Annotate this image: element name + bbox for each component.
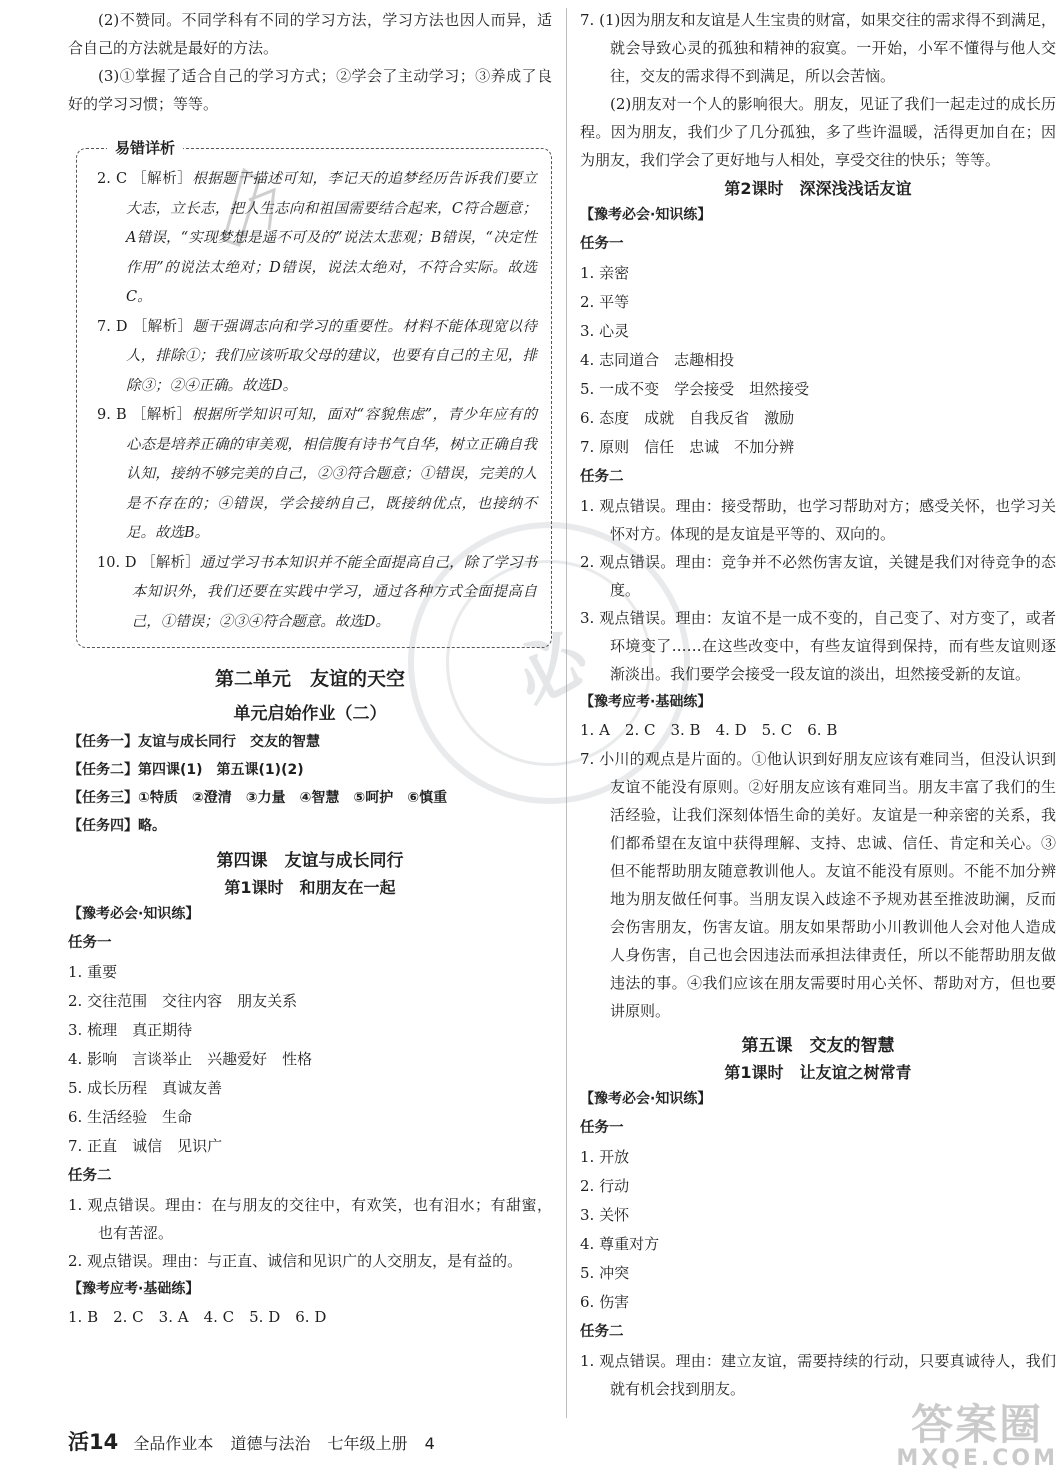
left-column [68, 6, 552, 1332]
book-name: 全品作业本 [133, 1434, 214, 1453]
task-heading: 任务一 [580, 1120, 624, 1136]
list-item: 3. 心灵 [580, 322, 630, 340]
unit-title: 第二单元 友谊的天空 [214, 668, 405, 690]
lesson-title: 第五课 交友的智慧 [741, 1036, 895, 1056]
analysis-lead: 2. C ［解析］ [97, 171, 193, 187]
list-item: 2. 行动 [580, 1177, 630, 1195]
list-item: 2. 交往范围 交往内容 朋友关系 [68, 992, 298, 1010]
task-heading: 任务一 [580, 236, 624, 252]
site-watermark [896, 1392, 1058, 1471]
unit-task: 【任务一】友谊与成长同行 交友的智慧 [68, 734, 320, 750]
error-analysis-box [76, 139, 552, 648]
analysis-lead: 10. D ［解析］ [97, 554, 200, 571]
list-item: 3. 观点错误。理由：友谊不是一成不变的，自己变了、对方变了，或者环境变了……在这些改变中，有些友谊得到保持，而有些友谊则逐渐淡出。我们要学会接受一段友谊的淡出，坦然接受新的友谊。 [580, 609, 1056, 683]
analysis-text: 通过学习书本知识并不能全面提高自己，除了学习书本知识外，我们还要在实践中学习，通过各种方式全面提高自己，①错误；②③④符合题意。故选D。 [131, 554, 537, 630]
unit-homework-title: 单元启始作业（二） [233, 704, 387, 724]
mc-answers: 1. B 2. C 3. A 4. C 5. D 6. D [68, 1308, 327, 1326]
list-item: 5. 成长历程 真诚友善 [68, 1079, 223, 1097]
list-item: 7. 原则 信任 忠诚 不加分辨 [580, 438, 795, 456]
analysis-item [97, 313, 537, 402]
task-heading: 任务二 [580, 1324, 624, 1340]
list-item: 4. 志同道合 志趣相投 [580, 351, 735, 369]
section-tag: 【豫考必会·知识练】 [68, 906, 200, 922]
watermark-text: 答案圈 [911, 1400, 1044, 1449]
list-item: 6. 态度 成就 自我反省 激励 [580, 409, 795, 427]
list-item: 1. 观点错误。理由：建立友谊，需要持续的行动，只要真诚待人，我们就有机会找到朋友。 [580, 1352, 1056, 1398]
answer-line: (3)①掌握了适合自己的学习方式；②学会了主动学习；③养成了良好的学习习惯；等等。 [68, 67, 552, 113]
answer-paragraph: 7. (1)因为朋友和友谊是人生宝贵的财富，如果交往的需求得不到满足，就会导致心灵的孤独和精神的寂寞。一开始，小军不懂得与他人交往，交友的需求得不到满足，所以会苦恼。 [580, 11, 1056, 85]
page-label: 活14 [68, 1430, 119, 1454]
box-title: 易错详析 [107, 137, 183, 158]
list-item: 3. 梳理 真正期待 [68, 1021, 193, 1039]
subject-name: 道德与法治 [230, 1434, 311, 1453]
right-column [580, 6, 1056, 1403]
answer-line: (2)不赞同。不同学科有不同的学习方法，学习方法也因人而异，适合自己的方法就是最好的方法。 [68, 11, 552, 57]
analysis-item [97, 401, 537, 549]
section-tag: 【豫考必会·知识练】 [580, 207, 712, 223]
analysis-item [97, 549, 537, 638]
list-item: 5. 冲突 [580, 1264, 630, 1282]
list-item: 1. 观点错误。理由：接受帮助，也学习帮助对方；感受关怀，也学习关怀对方。体现的是友谊是平等的、双向的。 [580, 497, 1056, 543]
list-item: 4. 影响 言谈举止 兴趣爱好 性格 [68, 1050, 313, 1068]
analysis-text: 根据题干描述可知，李记天的追梦经历告诉我们要立大志，立长志，把人生志向和祖国需要结合起来，C符合题意；A错误，“实现梦想是遥不可及的”说法太悲观；B错误，“决定性作用”的说法太绝对；D错误，说法太绝对，不符合实际。故选C。 [126, 171, 538, 305]
answer-paragraph: 7. 小川的观点是片面的。①他认识到好朋友应该有难同当，但没认识到友谊不能没有原则。②好朋友应该有难同当。朋友丰富了我们的生活经验，让我们深刻体悟生命的美好。友谊是一种亲密的关系，我们都希望在友谊中获得理解、支持、忠诚、信任、肯定和关心。③但不能帮助朋友随意教训他人。友谊不能没有原则。不能不加分辨地为朋友做任何事。当朋友误入歧途不予规劝甚至推波助澜，反而会伤害朋友，伤害友谊。朋友如果帮助小川教训他人会对他人造成人身伤害，自己也会因违法而承担法律责任，所以不能帮助朋友做违法的事。④我们应该在朋友需要时用心关怀、帮助对方，但也要讲原则。 [580, 750, 1056, 1020]
period-title: 第2课时 深深浅浅话友谊 [724, 179, 912, 198]
list-item: 1. 亲密 [580, 264, 630, 282]
list-item: 2. 观点错误。理由：竞争并不必然伤害友谊，关键是我们对待竞争的态度。 [580, 553, 1056, 599]
list-item: 7. 正直 诚信 见识广 [68, 1137, 223, 1155]
list-item: 6. 生活经验 生命 [68, 1108, 193, 1126]
analysis-item [97, 165, 537, 313]
list-item: 1. 重要 [68, 963, 118, 981]
period-title: 第1课时 让友谊之树常青 [724, 1063, 912, 1082]
task-heading: 任务一 [68, 935, 112, 951]
list-item: 2. 观点错误。理由：与正直、诚信和见识广的人交朋友，是有益的。 [68, 1252, 523, 1270]
answer-paragraph: (2)朋友对一个人的影响很大。朋友，见证了我们一起走过的成长历程。因为朋友，我们少了几分孤独，多了些许温暖，活得更加自在；因为朋友，我们学会了更好地与人相处，享受交往的快乐；等等。 [580, 95, 1056, 169]
unit-task: 【任务四】略。 [68, 818, 166, 834]
list-item: 1. 开放 [580, 1148, 630, 1166]
list-item: 4. 尊重对方 [580, 1235, 660, 1253]
mc-answers: 1. A 2. C 3. B 4. D 5. C 6. B [580, 721, 838, 739]
task-heading: 任务二 [68, 1168, 112, 1184]
watermark-url: MXQE.COM [896, 1446, 1058, 1471]
section-tag: 【豫考应考·基础练】 [580, 694, 712, 710]
grade-name: 七年级上册 [327, 1434, 408, 1453]
analysis-lead: 7. D ［解析］ [97, 318, 193, 335]
unit-task: 【任务二】第四课(1) 第五课(1)(2) [68, 762, 304, 778]
unit-task: 【任务三】①特质 ②澄清 ③力量 ④智慧 ⑤呵护 ⑥慎重 [68, 790, 448, 806]
period-title: 第1课时 和朋友在一起 [224, 878, 396, 897]
list-item: 1. 观点错误。理由：在与朋友的交往中，有欢笑，也有泪水；有甜蜜，也有苦涩。 [68, 1196, 552, 1242]
analysis-text: 题干强调志向和学习的重要性。材料不能体现宽以待人，排除①；我们应该听取父母的建议，也要有自己的主见，排除③；②④正确。故选D。 [126, 318, 537, 394]
list-item: 3. 关怀 [580, 1206, 630, 1224]
lesson-title: 第四课 友谊与成长同行 [216, 851, 404, 871]
watermark-stamp: 必 [358, 472, 739, 853]
task-heading: 任务二 [580, 469, 624, 485]
section-tag: 【豫考必会·知识练】 [580, 1091, 712, 1107]
list-item: 5. 一成不变 学会接受 坦然接受 [580, 380, 810, 398]
analysis-lead: 9. B ［解析］ [97, 407, 192, 423]
footer-number: 4 [424, 1434, 435, 1453]
analysis-text: 根据所学知识可知，面对“容貌焦虑”，青少年应有的心态是培养正确的审美观，相信腹有诗书气自华，树立正确自我认知，接纳不够完美的自己，②③符合题意；①错误，完美的人是不存在的；④错误，学会接纳自己，既接纳优点，也接纳不足。故选B。 [126, 407, 537, 541]
list-item: 2. 平等 [580, 293, 630, 311]
section-tag: 【豫考应考·基础练】 [68, 1281, 200, 1297]
page-footer [68, 1426, 447, 1456]
list-item: 6. 伤害 [580, 1293, 630, 1311]
